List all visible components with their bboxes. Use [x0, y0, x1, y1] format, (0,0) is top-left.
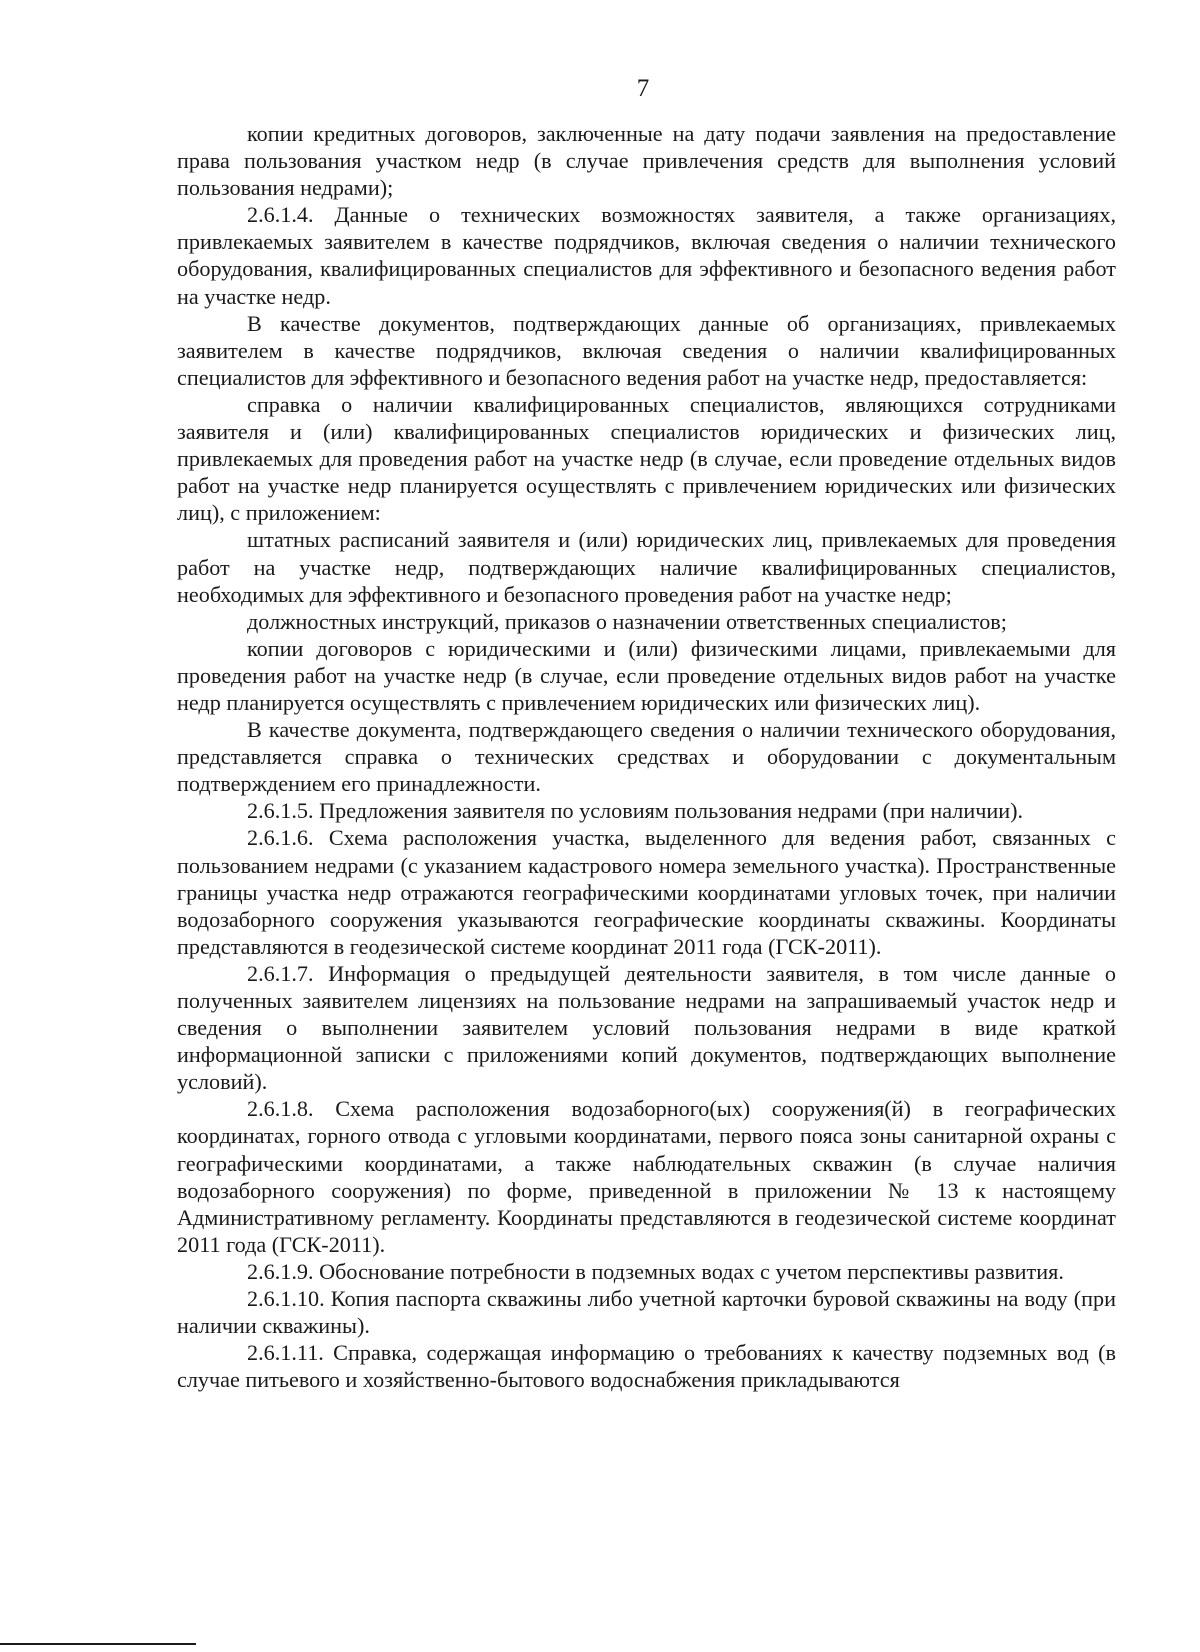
- paragraph-2-6-1-10: 2.6.1.10. Копия паспорта скважины либо учетной карточки буровой скважины на воду (при наличии скважины).: [177, 1286, 1116, 1339]
- paragraph-2-6-1-7: 2.6.1.7. Информация о предыдущей деятельности заявителя, в том числе данные о полученных заявителем лицензиях на пользование недрами на запрашиваемый участок недр и сведения о выполнении заявителем условий пользования недрами в виде краткой информационной записки с приложениями копий документов, подтверждающих выполнение условий).: [177, 960, 1116, 1095]
- paragraph-equipment-certificate: В качестве документа, подтверждающего сведения о наличии технического оборудования, представляется справка о технических средствах и оборудовании с документальным подтверждением его принадлежности.: [177, 717, 1116, 797]
- paragraph-2-6-1-11: 2.6.1.11. Справка, содержащая информацию о требованиях к качеству подземных вод (в случае питьевого и хозяйственно-бытового водоснабжения прикладываются: [177, 1340, 1116, 1393]
- paragraph-2-6-1-5: 2.6.1.5. Предложения заявителя по условиям пользования недрами (при наличии).: [247, 798, 1024, 824]
- paragraph-specialists-certificate: справка о наличии квалифицированных специалистов, являющихся сотрудниками заявителя и (или) квалифицированных специалистов юридических и физических лиц, привлекаемых для проведения работ на участке недр (в случае, если проведение отдельных видов работ на участке недр планируется осуществлять с привлечением юридических или физических лиц), с приложением:: [177, 391, 1116, 526]
- bottom-divider-line: [0, 1643, 196, 1645]
- paragraph-2-6-1-9: 2.6.1.9. Обоснование потребности в подземных водах с учетом перспективы развития.: [247, 1258, 1064, 1284]
- paragraph-2-6-1-8: 2.6.1.8. Схема расположения водозаборного(ых) сооружения(й) в географических координатах, горного отвода с угловыми координатами, первого пояса зоны санитарной охраны с географическими координатами, а также наблюдательных скважин (в случае наличия водозаборного сооружения) по форме, приведенной в приложении № 13 к настоящему Административному регламенту. Координаты представляются в геодезической системе координат 2011 года (ГСК-2011).: [177, 1096, 1116, 1257]
- paragraph-contract-copies: копии договоров с юридическими и (или) физическими лицами, привлекаемыми для проведения работ на участке недр (в случае, если проведение отдельных видов работ на участке недр планируется осуществлять с привлечением юридических или физических лиц).: [177, 635, 1116, 715]
- paragraph-2-6-1-6: 2.6.1.6. Схема расположения участка, выделенного для ведения работ, связанных с пользованием недрами (с указанием кадастрового номера земельного участка). Пространственные границы участка недр отражаются географическими координатами угловых точек, при наличии водозаборного сооружения указываются географические координаты скважины. Координаты представляются в геодезической системе координат 2011 года (ГСК-2011).: [177, 825, 1116, 959]
- paragraph-staff-schedules: штатных расписаний заявителя и (или) юридических лиц, привлекаемых для проведения работ на участке недр, подтверждающих наличие квалифицированных специалистов, необходимых для эффективного и безопасного проведения работ на участке недр;: [177, 527, 1116, 607]
- document-body: [177, 120, 1116, 1393]
- paragraph-2-6-1-4: 2.6.1.4. Данные о технических возможностях заявителя, а также организациях, привлекаемых заявителем в качестве подрядчиков, включая сведения о наличии технического оборудования, квалифицированных специалистов для эффективного и безопасного ведения работ на участке недр.: [177, 202, 1116, 309]
- paragraph-credit-agreements: копии кредитных договоров, заключенные на дату подачи заявления на предоставление права пользования участком недр (в случае привлечения средств для выполнения условий пользования недрами);: [177, 121, 1116, 201]
- page-number: 7: [636, 75, 650, 102]
- paragraph-contractor-documents: В качестве документов, подтверждающих данные об организациях, привлекаемых заявителем в качестве подрядчиков, включая сведения о наличии квалифицированных специалистов для эффективного и безопасного ведения работ на участке недр, предоставляется:: [177, 310, 1116, 390]
- paragraph-job-instructions: должностных инструкций, приказов о назначении ответственных специалистов;: [247, 608, 1007, 634]
